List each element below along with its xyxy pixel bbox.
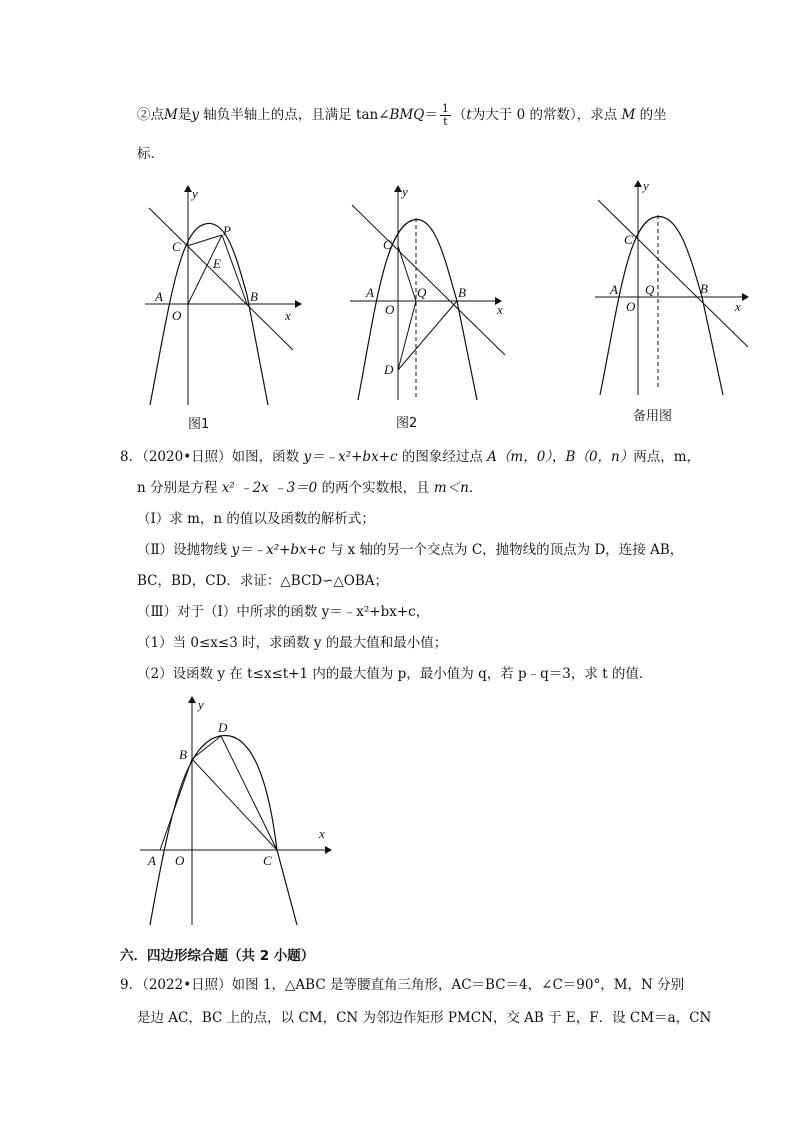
label-e: E (213, 256, 221, 271)
label-o: O (172, 308, 182, 323)
line-bc (598, 200, 748, 347)
q8-line1: 8．（2020•日照）如图，函数 y＝﹣x²+bx+c 的图象经过点 A（m，0），B（0，n）两点，m， (120, 449, 701, 465)
label-o: O (385, 302, 395, 317)
q9-line1: 9．（2022•日照）如图 1，△ABC 是等腰直角三角形，AC＝BC＝4，∠C＝90°，M，N 分别 (120, 977, 685, 993)
seg-ab (160, 759, 192, 850)
q7-part2-line2: 标． (137, 146, 164, 162)
figure-2 (345, 180, 515, 415)
label-a: A (148, 853, 156, 868)
seg-cp (187, 235, 222, 246)
label-p: P (223, 223, 231, 238)
label-x: x (319, 826, 325, 841)
label-d: D (384, 362, 394, 377)
label-y: y (192, 186, 198, 201)
section6-heading: 六．四边形综合题（共 2 小题） (120, 948, 315, 964)
label-y: y (402, 184, 408, 199)
label-o: O (626, 299, 636, 314)
label-c: C (172, 239, 181, 254)
q9-source: （2022•日照） (142, 977, 232, 993)
y-arrow-icon (634, 180, 642, 187)
label-x: x (735, 299, 741, 314)
x-arrow-icon (295, 300, 302, 308)
y-arrow-icon (394, 185, 402, 192)
fig1-caption: 图1 (188, 417, 210, 432)
label-y: y (198, 697, 204, 712)
label-b: B (458, 285, 466, 300)
label-x: x (497, 302, 503, 317)
q8-part1: （Ⅰ）求 m，n 的值以及函数的解析式； (137, 511, 375, 527)
y-arrow-icon (188, 696, 196, 703)
parabola (150, 735, 297, 925)
x-arrow-icon (742, 293, 749, 301)
q9-number: 9． (120, 977, 143, 993)
figure-backup (590, 175, 760, 405)
q7-part2-line1: ②点M是y 轴负半轴上的点，且满足 tan∠BMQ＝ $\frac{1}{t}$ （t为大于 0 的常数），求点 M 的坐 (137, 102, 667, 128)
label-c: C (383, 237, 392, 252)
parabola (600, 216, 723, 395)
label-b: B (700, 281, 708, 296)
label-c: C (624, 232, 633, 247)
seg-dc (221, 736, 277, 850)
label-a: A (155, 289, 163, 304)
q8-sub1: （1）当 0≤x≤3 时，求函数 y 的最大值和最小值； (137, 635, 448, 651)
seg-bc (192, 759, 277, 850)
q9-line2: 是边 AC，BC 上的点，以 CM，CN 为邻边作矩形 PMCN，交 AB 于 E，F．设 CM＝a，CN (137, 1010, 712, 1026)
q8-part2-line2: BC，BD，CD．求证：△BCD∽△OBA； (137, 573, 389, 589)
label-d: D (218, 720, 228, 735)
label-a: A (366, 285, 374, 300)
q8-source: （2020•日照） (142, 449, 232, 465)
label-q: Q (645, 282, 655, 297)
fraction-1-over-t: $\frac{1}{t}$ (441, 102, 449, 128)
circled-label: ② (137, 107, 151, 123)
seg-cq (398, 246, 416, 301)
q8-line2: n 分别是方程 x² ﹣2x ﹣3＝0 的两个实数根，且 m＜n． (137, 480, 483, 496)
label-y: y (643, 178, 649, 193)
figure-q8 (135, 693, 335, 928)
parabola (150, 223, 268, 405)
q8-sub2: （2）设函数 y 在 t≤x≤t+1 内的最大值为 p，最小值为 q，若 p﹣q＝3，求 t 的值． (137, 666, 653, 682)
figure-1 (135, 180, 305, 415)
y-arrow-icon (184, 185, 192, 192)
label-o: O (175, 853, 185, 868)
fig2-caption: 图2 (396, 416, 418, 431)
seg-pb (222, 235, 247, 304)
label-b: B (250, 289, 258, 304)
line-bc (352, 205, 505, 355)
label-x: x (285, 308, 291, 323)
seg-bd (192, 736, 221, 759)
label-c: C (263, 853, 272, 868)
label-q: Q (417, 285, 427, 300)
label-a: A (610, 282, 618, 297)
x-arrow-icon (325, 846, 332, 854)
q8-number: 8． (120, 449, 143, 465)
q8-part3: （Ⅲ）对于（Ⅰ）中所求的函数 y＝﹣x²+bx+c， (137, 604, 430, 620)
label-b: B (179, 747, 187, 762)
q8-part2-line1: （Ⅱ）设抛物线 y＝﹣x²+bx+c 与 x 轴的另一个交点为 C，抛物线的顶点为 D，连接 AB， (137, 542, 684, 558)
fig3-caption: 备用图 (633, 409, 673, 424)
